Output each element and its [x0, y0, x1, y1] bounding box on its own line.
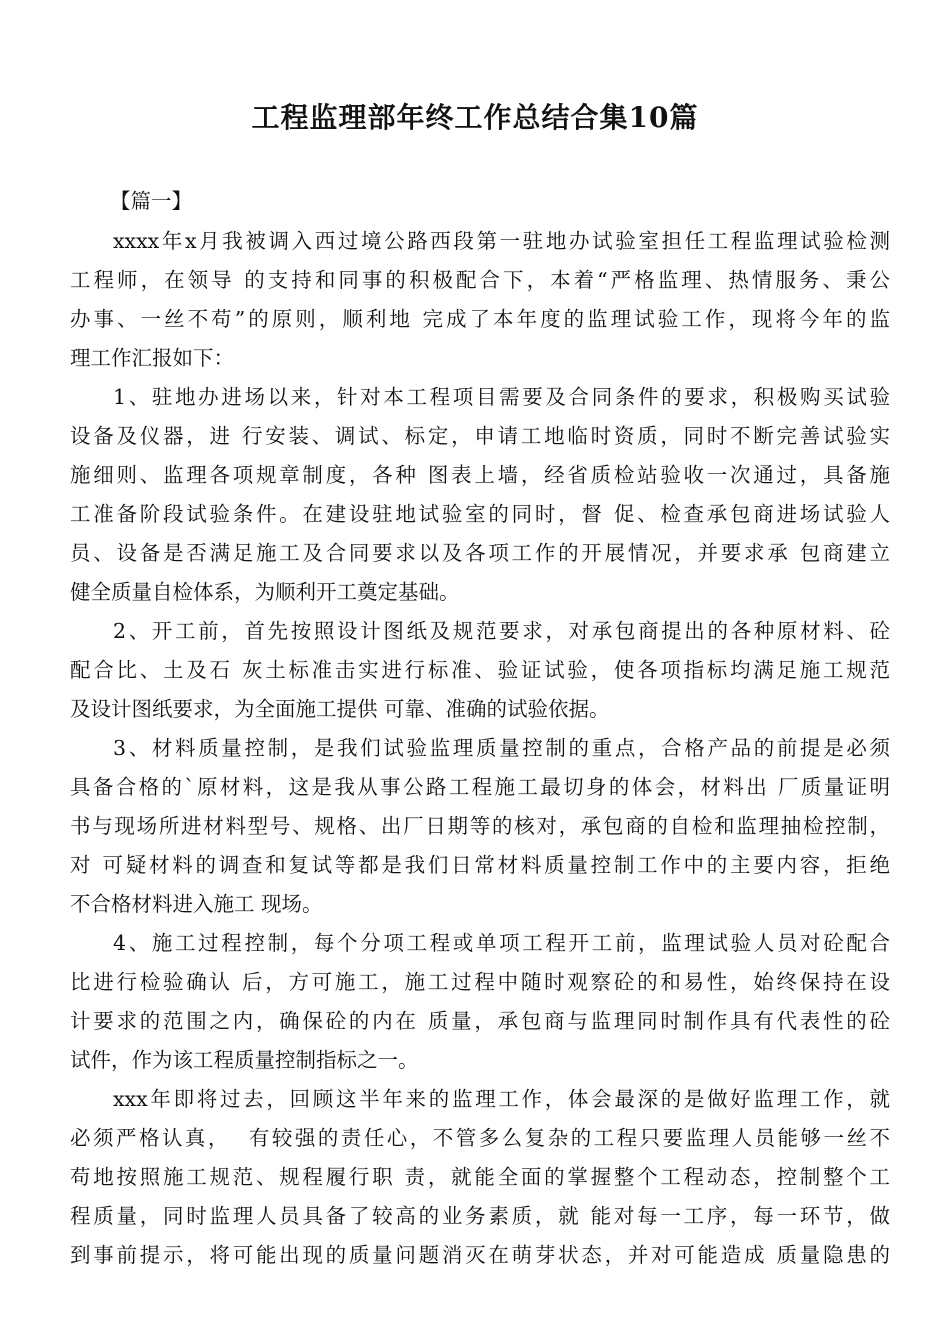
paragraph-line: 办事、一丝不苟”的原则，顺利地 完成了本年度的监理试验工作，现将今年的监	[70, 307, 890, 331]
paragraph-line: 理工作汇报如下：	[70, 346, 234, 370]
paragraph-line: 程质量，同时监理人员具备了较高的业务素质，就 能对每一工序，每一环节，做	[70, 1204, 890, 1228]
paragraph-line: 健全质量自检体系，为顺利开工奠定基础。	[70, 580, 460, 604]
paragraph-line: 书与现场所进材料型号、规格、出厂日期等的核对，承包商的自检和监理抽检控制，	[70, 814, 890, 838]
paragraph-line: xxx年即将过去，回顾这半年来的监理工作，体会最深的是做好监理工作，就	[113, 1087, 890, 1111]
paragraph-line: 不合格材料进入施工 现场。	[70, 892, 323, 916]
paragraph-line: 必须严格认真， 有较强的责任心，不管多么复杂的工程只要监理人员能够一丝不	[70, 1126, 890, 1150]
paragraph-line: xxxx年x月我被调入西过境公路西段第一驻地办试验室担任工程监理试验检测	[113, 229, 890, 253]
paragraph-line: 设备及仪器，进 行安装、调试、标定，申请工地临时资质，同时不断完善试验实	[70, 424, 890, 448]
paragraph-line: 工程师，在领导 的支持和同事的积极配合下，本着“严格监理、热情服务、秉公	[70, 268, 890, 292]
paragraph-line: 员、设备是否满足施工及合同要求以及各项工作的开展情况，并要求承 包商建立	[70, 541, 890, 565]
paragraph-line: 试件，作为该工程质量控制指标之一。	[70, 1048, 419, 1072]
document-title: 工程监理部年终工作总结合集10篇	[251, 101, 699, 134]
paragraph-line: 1、驻地办进场以来，针对本工程项目需要及合同条件的要求，积极购买试验	[113, 385, 890, 409]
paragraph-line: 对 可疑材料的调查和复试等都是我们日常材料质量控制工作中的主要内容，拒绝	[70, 853, 890, 877]
paragraph-line: 具备合格的`原材料，这是我从事公路工程施工最切身的体会，材料出 厂质量证明	[70, 775, 890, 799]
paragraph-line: 工准备阶段试验条件。在建设驻地试验室的同时，督 促、检查承包商进场试验人	[70, 502, 890, 526]
paragraph-line: 配合比、土及石 灰土标准击实进行标准、验证试验，使各项指标均满足施工规范	[70, 658, 890, 682]
paragraph-line: 计要求的范围之内，确保砼的内在 质量，承包商与监理同时制作具有代表性的砼	[70, 1009, 890, 1033]
paragraph-line: 2、开工前，首先按照设计图纸及规范要求，对承包商提出的各种原材料、砼	[113, 619, 890, 643]
paragraph-line: 到事前提示，将可能出现的质量问题消灭在萌芽状态，并对可能造成 质量隐患的	[70, 1243, 890, 1267]
paragraph-line: 及设计图纸要求，为全面施工提供 可靠、准确的试验依据。	[70, 697, 610, 721]
paragraph-line: 比进行检验确认 后，方可施工，施工过程中随时观察砼的和易性，始终保持在设	[70, 970, 890, 994]
section-heading: 【篇一】	[110, 189, 192, 213]
paragraph-line: 3、材料质量控制，是我们试验监理质量控制的重点，合格产品的前提是必须	[113, 736, 890, 760]
paragraph-line: 施细则、监理各项规章制度，各种 图表上墙，经省质检站验收一次通过，具备施	[70, 463, 890, 487]
paragraph-line: 4、施工过程控制，每个分项工程或单项工程开工前，监理试验人员对砼配合	[113, 931, 890, 955]
paragraph-line: 苟地按照施工规范、规程履行职 责，就能全面的掌握整个工程动态，控制整个工	[70, 1165, 890, 1189]
